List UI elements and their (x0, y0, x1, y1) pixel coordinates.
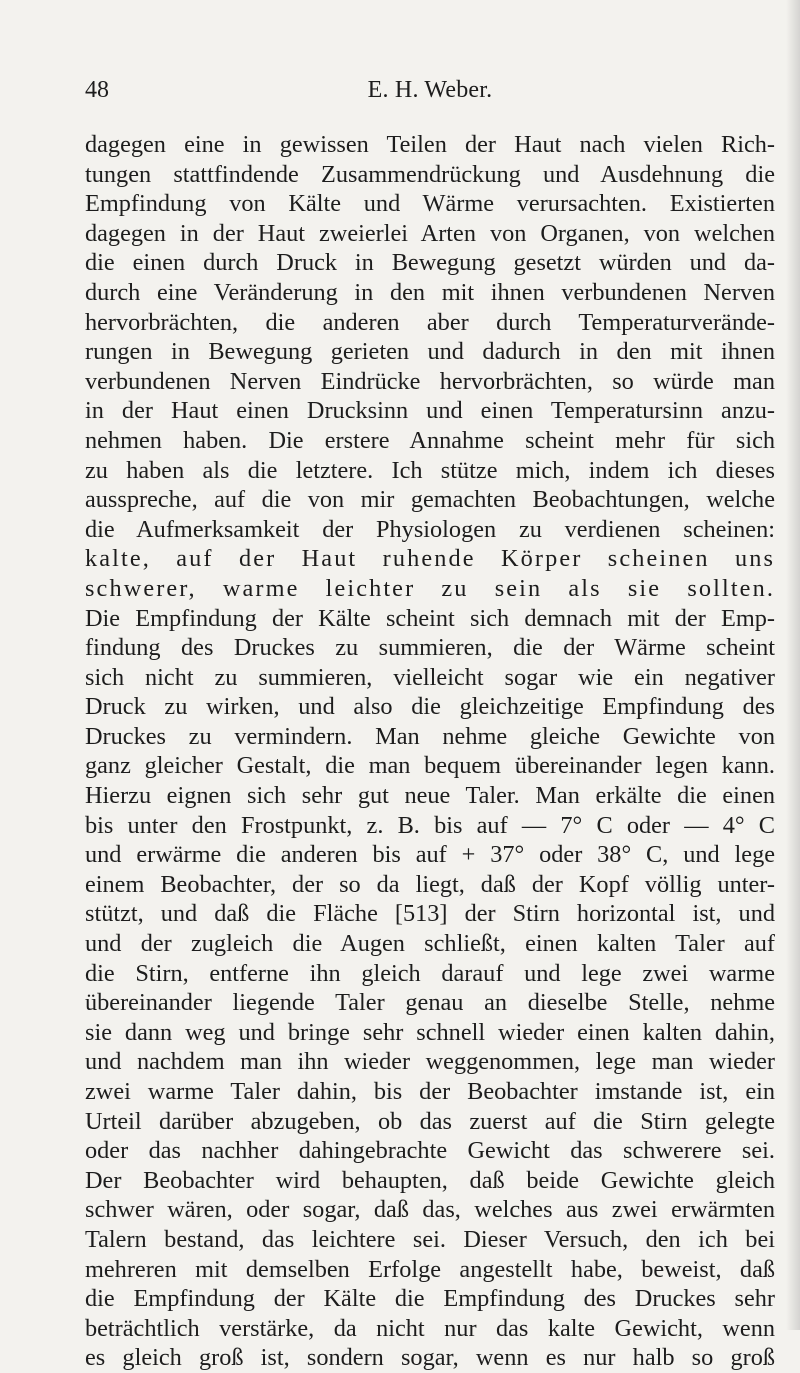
text-line: Die Empfindung der Kälte scheint sich demnach mit der Emp- (85, 604, 775, 632)
text-line: die einen durch Druck in Bewegung gesetzt würden und da- (85, 249, 775, 277)
text-line: und der zugleich die Augen schließt, einen kalten Taler auf (85, 930, 775, 958)
page-header (85, 74, 775, 114)
text-line: in der Haut einen Drucksinn und einen Temperatursinn anzu- (85, 397, 775, 425)
text-line: die Aufmerksamkeit der Physiologen zu verdienen scheinen: (85, 515, 775, 543)
text-line: die Stirn, entferne ihn gleich darauf und lege zwei warme (85, 959, 775, 987)
text-line: die Empfindung der Kälte die Empfindung des Druckes sehr (85, 1285, 775, 1313)
text-line: Urteil darüber abzugeben, ob das zuerst auf die Stirn gelegte (85, 1107, 775, 1135)
text-line: nehmen haben. Die erstere Annahme scheint mehr für sich (85, 426, 775, 454)
text-line: tungen stattfindende Zusammendrückung und Ausdehnung die (85, 160, 775, 188)
text-line: Empfindung von Kälte und Wärme verursachten. Existierten (85, 190, 775, 218)
text-line: rungen in Bewegung gerieten und dadurch in den mit ihnen (85, 338, 775, 366)
text-line: zwei warme Taler dahin, bis der Beobachter imstande ist, ein (85, 1078, 775, 1105)
text-line: mehreren mit demselben Erfolge angestellt habe, beweist, daß (85, 1255, 775, 1283)
text-line: schwer wären, oder sogar, daß das, welches aus zwei erwärmten (85, 1196, 775, 1224)
text-line: Druckes zu vermindern. Man nehme gleiche Gewichte von (85, 722, 775, 750)
text-line: ausspreche, auf die von mir gemachten Beobachtungen, welche (85, 486, 775, 514)
text-line: übereinander liegende Taler genau an dieselbe Stelle, nehme (85, 989, 775, 1017)
text-line: dagegen in der Haut zweierlei Arten von Organen, von welchen (85, 219, 775, 247)
text-line: findung des Druckes zu summieren, die der Wärme scheint (85, 634, 775, 662)
text-line: Talern bestand, das leichtere sei. Dieser Versuch, den ich bei (85, 1225, 775, 1253)
running-title: E. H. Weber. (367, 77, 493, 103)
text-line: es gleich groß ist, sondern sogar, wenn es nur halb so groß (85, 1344, 775, 1372)
text-line: Der Beobachter wird behaupten, daß beide Gewichte gleich (85, 1166, 775, 1194)
body-text (85, 130, 775, 1372)
text-line: hervorbrächten, die anderen aber durch Temperaturverände- (85, 308, 775, 336)
text-line: einem Beobachter, der so da liegt, daß der Kopf völlig unter- (85, 870, 775, 898)
text-line: stützt, und daß die Fläche [513] der Stirn horizontal ist, und (85, 900, 775, 928)
page-number: 48 (85, 77, 109, 103)
text-line: sie dann weg und bringe sehr schnell wieder einen kalten dahin, (85, 1018, 775, 1046)
text-line: sich nicht zu summieren, vielleicht sogar wie ein negativer (85, 663, 775, 691)
text-line: beträchtlich verstärke, da nicht nur das kalte Gewicht, wenn (85, 1314, 775, 1342)
text-line: bis unter den Frostpunkt, z. B. bis auf — 7° C oder — 4° C (85, 811, 775, 839)
emphasized-text-line: kalte, auf der Haut ruhende Körper scheinen uns (85, 545, 775, 573)
text-line: Hierzu eignen sich sehr gut neue Taler. Man erkälte die einen (85, 782, 775, 810)
text-line: dagegen eine in gewissen Teilen der Haut nach vielen Rich- (85, 131, 775, 158)
text-line: und erwärme die anderen bis auf + 37° oder 38° C, und lege (85, 841, 775, 869)
emphasized-text-line: schwerer, warme leichter zu sein als sie sollten. (85, 574, 775, 602)
text-line: verbundenen Nerven Eindrücke hervorbrächten, so würde man (85, 367, 775, 395)
text-line: durch eine Veränderung in den mit ihnen verbundenen Nerven (85, 278, 775, 306)
page-edge-shadow (786, 0, 800, 1330)
text-line: und nachdem man ihn wieder weggenommen, lege man wieder (85, 1048, 775, 1076)
text-line: zu haben als die letztere. Ich stütze mich, indem ich dieses (85, 456, 775, 484)
text-line: ganz gleicher Gestalt, die man bequem übereinander legen kann. (85, 752, 775, 780)
text-line: oder das nachher dahingebrachte Gewicht das schwerere sei. (85, 1137, 775, 1165)
text-line: Druck zu wirken, und also die gleichzeitige Empfindung des (85, 693, 775, 721)
